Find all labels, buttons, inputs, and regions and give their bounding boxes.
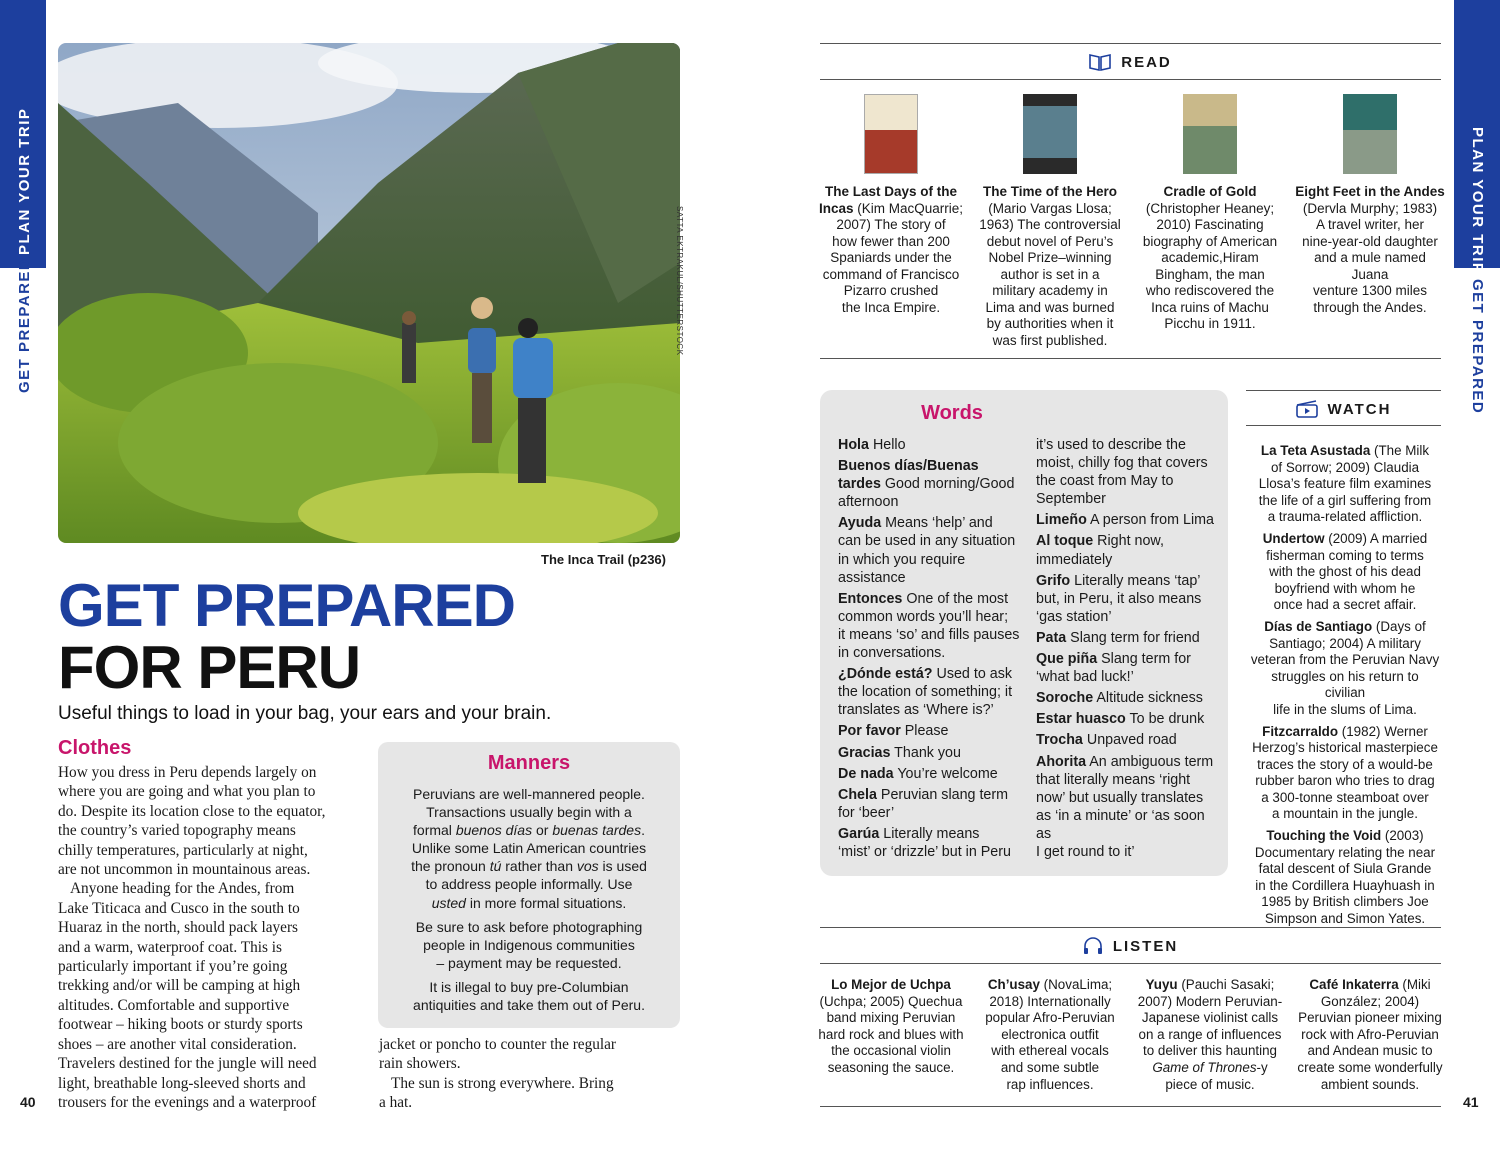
side-tab-plan-your-trip: PLAN YOUR TRIP [16, 107, 33, 255]
headphones-icon [1083, 937, 1103, 955]
words-box [820, 390, 1228, 876]
album-yuyu: Yuyu (Pauchi Sasaki; 2007) Modern Peruvian- Japanese violinist calls on a range of influences to deliver this haunting Game of Thrones-y piece of music. [1137, 977, 1283, 1092]
photo-credit: SATTA EKTRAKUL/SHUTTERSTOCK [675, 206, 684, 356]
manners-para3: It is illegal to buy pre-Columbian antiquities and take them out of Peru. [413, 978, 645, 1014]
side-tab-get-prepared: GET PREPARED [1469, 279, 1486, 415]
divider [820, 43, 1441, 44]
book-eight-feet-in-the-andes: Eight Feet in the Andes (Dervla Murphy; 1983) A travel writer, her nine-year-old daughter and a mule named Juana venture 1300 miles through the Andes. [1294, 94, 1446, 316]
film-item: La Teta Asustada (The Milk of Sorrow; 2009) Claudia Llosa’s feature film examines the life of a girl suffering from a trauma-related affliction. [1258, 443, 1432, 525]
film-item: Fitzcarraldo (1982) Werner Herzog’s historical masterpiece traces the story of a would-be rubber baron who tries to drag a 300-tonne steamboat over a mountain in the jungle. [1252, 723, 1438, 822]
page-title-line2: FOR PERU [58, 634, 361, 701]
divider [820, 79, 1441, 80]
page-number-left: 40 [20, 1094, 36, 1110]
side-tab-plan-your-trip: PLAN YOUR TRIP [1469, 127, 1486, 275]
clothes-body-col1: How you dress in Peru depends largely on where you are going and what you plan to do. Despite its location close to the equator, the country’s varied topography means chilly temperatures, particularly at night, are not uncommon in mountainous areas. Anyone heading for the Andes, from Lake Titicaca and Cusco in the south to Huaraz in the north, should pack layers and a warm, waterproof coat. This is particularly important if you’re going trekking and/or will be camping at high altitudes. Comfortable and supportive footwear – hiking boots or sturdy sports shoes – are another vital consideration. Travelers destined for the jungle will need light, breathable long-sleeved shorts and trousers for the evenings and a waterproof [58, 764, 326, 1111]
manners-para2: Be sure to ask before photographing people in Indigenous communities – payment may be requested. [415, 918, 643, 971]
listen-heading: LISTEN [820, 934, 1441, 958]
book-last-days-of-the-incas: The Last Days of the Incas (Kim MacQuarrie; 2007) The story of how fewer than 200 Spaniards under the command of Francisco Pizarro crushed the Inca Empire. [816, 94, 966, 316]
book-cover [1183, 94, 1237, 174]
divider [820, 927, 1441, 928]
book-cover [864, 94, 918, 174]
watch-heading: WATCH [1246, 397, 1441, 421]
clothes-heading: Clothes [58, 737, 132, 759]
film-item: Undertow (2009) A married fisherman coming to terms with the ghost of his dead boyfriend with whom he once had a secret affair. [1262, 530, 1428, 613]
book-cover [1023, 94, 1077, 174]
words-col2: it’s used to describe the moist, chilly fog that covers the coast from May to September Limeño A person from Lima Al toque Right now, immediately Grifo Literally means ‘tap’ but, in Peru, it also means ‘gas station’ Pata Slang term for friend Que piña Slang term for ‘what bad luck!’ Soroche Altitude sickness Estar huasco To be drunk Trocha Unpaved road Ahorita An ambiguous term that literally means ‘right now’ but usually translates as ‘in a minute’ or ‘as soon as I get round to it’ [1036, 437, 1214, 860]
clothes-body-col2: jacket or poncho to counter the regular rain showers. The sun is strong everywhere. Bring a hat. [379, 1036, 617, 1112]
book-cover [1343, 94, 1397, 174]
right-side-tab [1454, 0, 1500, 1154]
clapperboard-icon [1296, 400, 1318, 418]
divider [1246, 390, 1441, 391]
book-icon [1089, 53, 1111, 71]
film-item: Touching the Void (2003) Documentary relating the near fatal descent of Siula Grande in the Cordillera Huayhuash in 1985 by British climbers Joe Simpson and Simon Yates. [1254, 828, 1436, 927]
album-chusay: Ch’usay (NovaLima; 2018) Internationally popular Afro-Peruvian electronica outfit with ethereal vocals and some subtle rap influences. [985, 977, 1115, 1092]
hero-photo-inca-trail [58, 43, 680, 543]
book-time-of-the-hero: The Time of the Hero (Mario Vargas Llosa; 1963) The controversial debut novel of Peru’s Nobel Prize–winning author is set in a military academy in Lima and was burned by authorities when it was first published. [975, 94, 1125, 349]
left-side-tab [0, 0, 46, 1154]
words-col1: Hola Hello Buenos días/Buenas tardes Good morning/Good afternoon Ayuda Means ‘help’ and can be used in any situation in which you require assistance Entonces One of the most common words you’ll hear; it means ‘so’ and fills pauses in conversations. ¿Dónde está? Used to ask the location of something; it translates as ‘Where is?’ Por favor Please Gracias Thank you De nada You’re welcome Chela Peruvian slang term for ‘beer’ Garúa Literally means ‘mist’ or ‘drizzle’ but in Peru [838, 437, 1020, 860]
album-cafe-inkaterra: Café Inkaterra (Miki González; 2004) Peruvian pioneer mixing rock with Afro-Peruvian and Andean music to create some wonderfully ambient sounds. [1297, 977, 1443, 1092]
manners-heading: Manners [487, 752, 571, 774]
album-lo-mejor-de-uchpa: Lo Mejor de Uchpa (Uchpa; 2005) Quechua band mixing Peruvian hard rock and blues with the occasional violin seasoning the sauce. [818, 977, 964, 1075]
page-title-line1: GET PREPARED [58, 572, 515, 639]
divider [1246, 425, 1441, 426]
divider [820, 358, 1441, 359]
divider [820, 963, 1441, 964]
film-item: Días de Santiago (Days of Santiago; 2004) A military veteran from the Peruvian Navy struggles on his return to civilian life in the slums of Lima. [1250, 618, 1440, 717]
manners-para1: Peruvians are well-mannered people. Transactions usually begin with a formal buenos días or buenas tardes. Unlike some Latin American countries the pronoun tú rather than vos is used to address people informally. Use usted in more formal situations. [411, 786, 647, 911]
book-cradle-of-gold: Cradle of Gold (Christopher Heaney; 2010) Fascinating biography of American academic,Hiram Bingham, the man who rediscovered the Inca ruins of Machu Picchu in 1911. [1135, 94, 1285, 333]
photo-caption: The Inca Trail (p236) [541, 552, 666, 567]
side-tab-get-prepared: GET PREPARED [16, 257, 33, 393]
divider [820, 1106, 1441, 1107]
words-heading: Words [921, 402, 983, 424]
page-number-right: 41 [1463, 1094, 1479, 1110]
page-subtitle: Useful things to load in your bag, your ears and your brain. [58, 703, 552, 724]
mountain-landscape-illustration [58, 43, 680, 543]
read-heading: READ [820, 50, 1441, 74]
manners-box [378, 742, 680, 1028]
watch-list [1250, 443, 1440, 933]
